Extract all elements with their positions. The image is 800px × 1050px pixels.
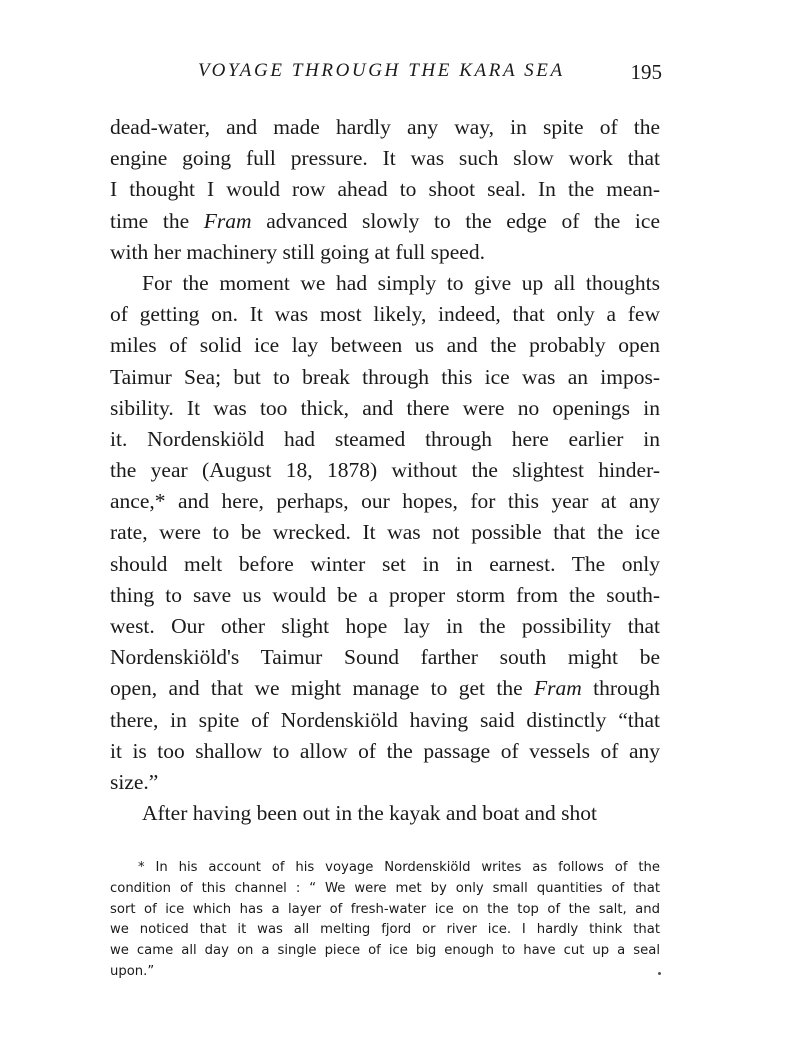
text-line: Taimur Sea; but to break through this ice was an impos-: [110, 364, 660, 389]
text-line: size.”: [110, 769, 159, 794]
ship-name: Fram: [203, 208, 252, 233]
text-line: there, in spite of Nordenskiöld having said distinctly “that: [110, 707, 660, 732]
running-head: [110, 60, 662, 90]
text-fragment: time the: [110, 208, 204, 233]
text-line: [110, 206, 660, 237]
ship-name: Fram: [533, 676, 582, 701]
text-line: engine going full pressure. It was such slow work that: [110, 146, 660, 171]
print-speck: [658, 972, 661, 975]
footnote-line: condition of this channel : “ We were met by only small quantities of that: [110, 880, 660, 896]
text-line: After having been out in the kayak and boat and shot: [142, 801, 597, 826]
text-line: miles of solid ice lay between us and the probably open: [110, 333, 660, 358]
body-text: [110, 112, 660, 829]
footnote-line: we came all day on a single piece of ice big enough to have cut up a seal: [110, 943, 660, 959]
page-number: 195: [630, 60, 662, 84]
footnote-line: * In his account of his voyage Nordenskiöld writes as follows of the: [138, 860, 660, 875]
text-line: For the moment we had simply to give up all thoughts: [142, 270, 660, 295]
text-line: rate, were to be wrecked. It was not possible that the ice: [110, 520, 660, 545]
footnote-line: we noticed that it was all melting fjord or river ice. I hardly think that: [110, 922, 660, 938]
text-fragment: through: [581, 676, 661, 701]
text-line: west. Our other slight hope lay in the possibility that: [110, 614, 660, 638]
text-line: sibility. It was too thick, and there were no openings in: [110, 395, 660, 420]
text-line: should melt before winter set in in earnest. The only: [110, 551, 660, 576]
text-line: dead-water, and made hardly any way, in spite of the: [110, 115, 660, 139]
text-line: with her machinery still going at full speed.: [110, 239, 485, 264]
text-line: thing to save us would be a proper storm from the south-: [110, 582, 660, 607]
running-title: VOYAGE THROUGH THE KARA SEA: [198, 60, 565, 81]
footnote-line: upon.”: [110, 963, 155, 979]
text-line: [110, 673, 660, 704]
text-fragment: advanced slowly to the edge of the ice: [251, 208, 660, 233]
text-line: ance,* and here, perhaps, our hopes, for this year at any: [110, 489, 660, 514]
text-fragment: open, and that we might manage to get the: [110, 676, 534, 701]
text-line: Nordenskiöld's Taimur Sound farther south might be: [110, 645, 660, 670]
text-line: of getting on. It was most likely, indeed, that only a few: [110, 302, 660, 327]
text-line: the year (August 18, 1878) without the slightest hinder-: [110, 458, 660, 483]
footnote: [110, 858, 660, 983]
footnote-line: sort of ice which has a layer of fresh-water ice on the top of the salt, and: [110, 901, 660, 917]
text-line: it. Nordenskiöld had steamed through here earlier in: [110, 426, 660, 451]
text-line: I thought I would row ahead to shoot seal. In the mean-: [110, 177, 660, 202]
text-line: it is too shallow to allow of the passage of vessels of any: [110, 738, 660, 763]
